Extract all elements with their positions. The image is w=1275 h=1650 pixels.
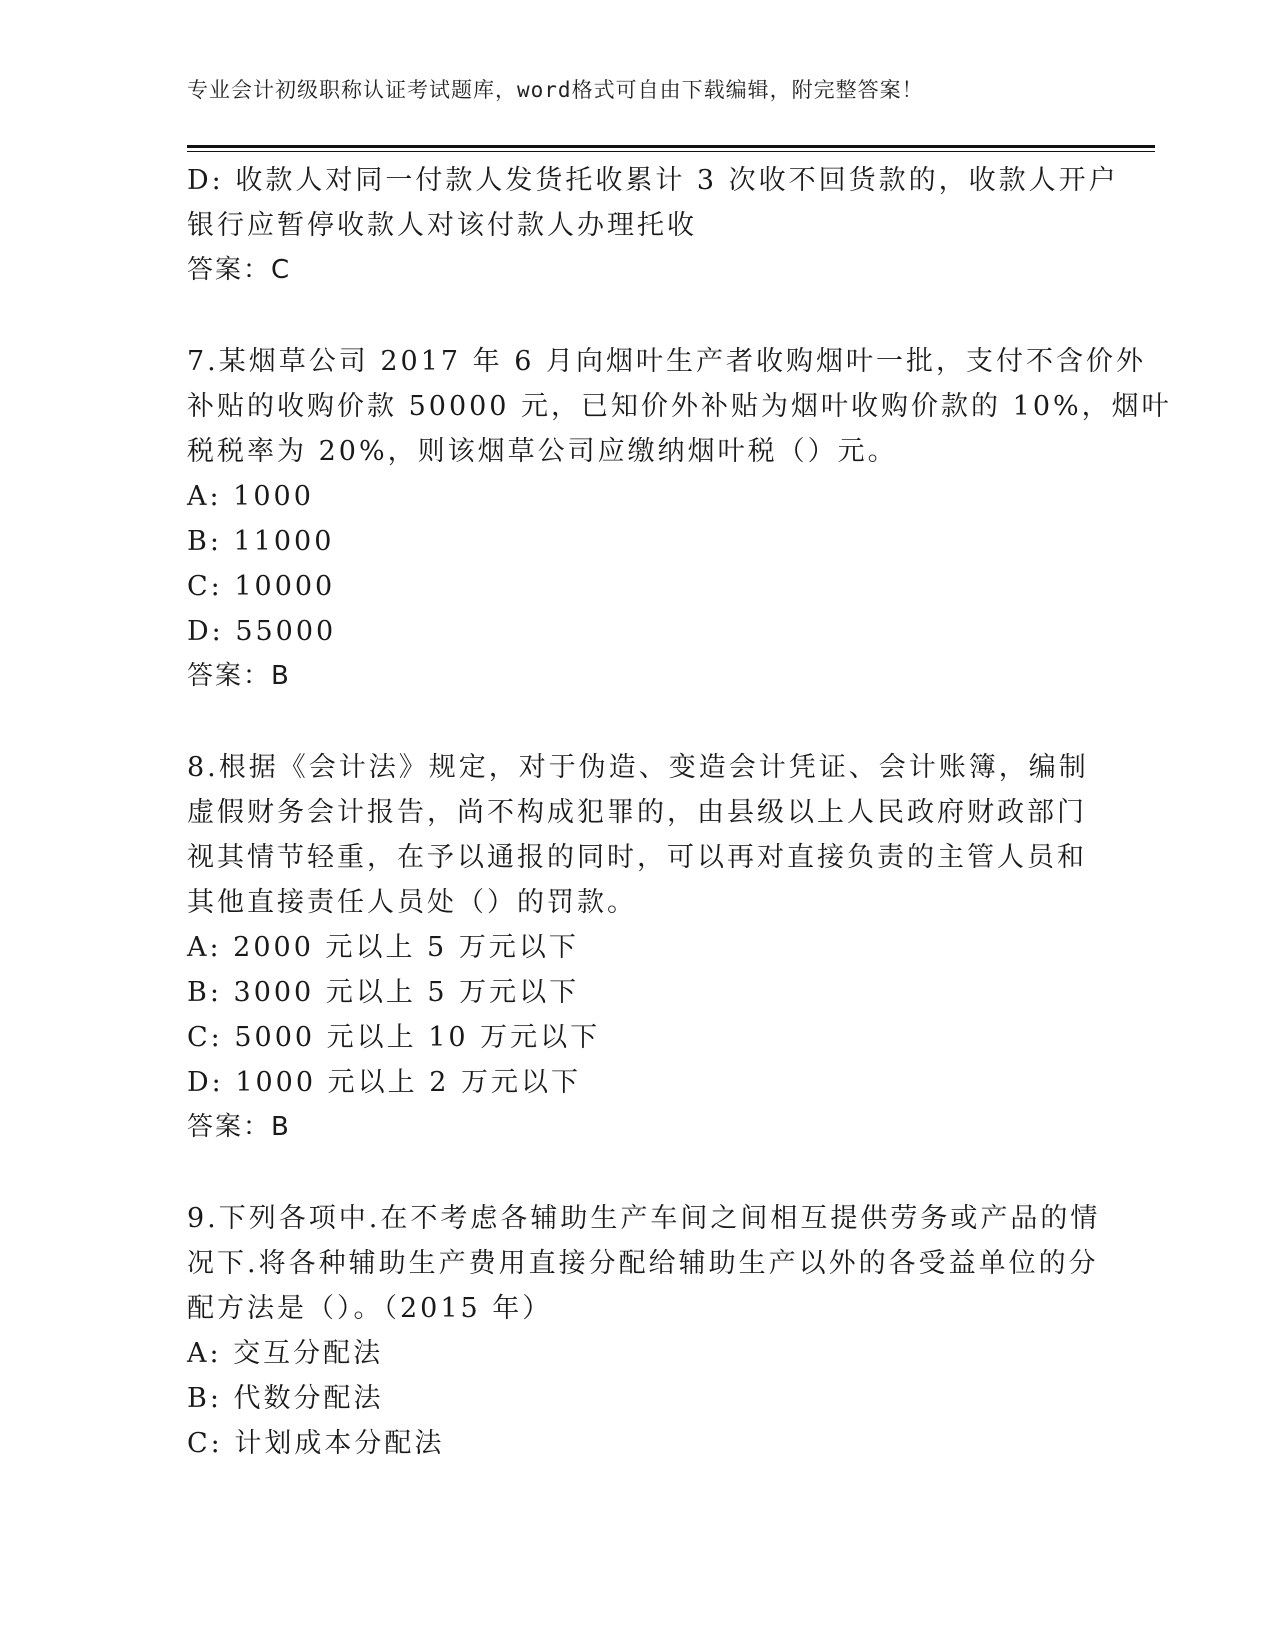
question-stem-line: 税税率为 20%，则该烟草公司应缴纳烟叶税（）元。 (187, 436, 898, 467)
option-c: C: 计划成本分配法 (187, 1428, 445, 1459)
question-stem-line: 其他直接责任人员处（）的罚款。 (187, 887, 637, 918)
question-stem-line: 虚假财务会计报告，尚不构成犯罪的，由县级以上人民政府财政部门 (187, 797, 1087, 828)
answer: 答案：B (187, 661, 291, 691)
option-a: A: 2000 元以上 5 万元以下 (187, 932, 579, 963)
option-d-line-2: 银行应暂停收款人对该付款人办理托收 (187, 210, 697, 241)
option-d: D: 1000 元以上 2 万元以下 (187, 1067, 581, 1098)
option-c: C: 5000 元以上 10 万元以下 (187, 1022, 601, 1053)
answer: 答案：B (187, 1112, 291, 1142)
spacer (187, 1150, 1087, 1196)
option-a: A: 1000 (187, 481, 314, 512)
option-b: B: 3000 元以上 5 万元以下 (187, 977, 580, 1008)
header-rule-thick (187, 145, 1155, 148)
option-c: C: 10000 (187, 571, 336, 602)
document-body (187, 158, 1172, 1466)
question-8 (187, 745, 1087, 1150)
question-stem-line: 配方法是（）。（2015 年） (187, 1293, 553, 1324)
answer: 答案：C (187, 255, 292, 285)
option-d: D: 55000 (187, 616, 337, 647)
question-7 (187, 339, 1172, 699)
header-rule-thin (187, 151, 1155, 152)
page-header: 专业会计初级职称认证考试题库，word格式可自由下载编辑，附完整答案！ (187, 78, 924, 102)
question-stem-line: 况下.将各种辅助生产费用直接分配给辅助生产以外的各受益单位的分 (187, 1248, 1099, 1279)
spacer (187, 699, 1087, 745)
question-stem-line: 补贴的收购价款 50000 元，已知价外补贴为烟叶收购价款的 10%，烟叶 (187, 391, 1172, 422)
question-stem-line: 7.某烟草公司 2017 年 6 月向烟叶生产者收购烟叶一批，支付不含价外 (187, 346, 1146, 377)
question-6-tail (187, 158, 1119, 293)
question-stem-line: 视其情节轻重，在予以通报的同时，可以再对直接负责的主管人员和 (187, 842, 1087, 873)
question-stem-line: 8.根据《会计法》规定，对于伪造、变造会计凭证、会计账簿，编制 (187, 752, 1089, 783)
question-stem-line: 9.下列各项中.在不考虑各辅助生产车间之间相互提供劳务或产品的情 (187, 1203, 1101, 1234)
option-b: B: 11000 (187, 526, 335, 557)
option-a: A: 交互分配法 (187, 1338, 384, 1369)
option-d-line-1: D: 收款人对同一付款人发货托收累计 3 次收不回货款的，收款人开户 (187, 165, 1119, 196)
question-9 (187, 1196, 1101, 1466)
option-b: B: 代数分配法 (187, 1383, 384, 1414)
spacer (187, 293, 1087, 339)
